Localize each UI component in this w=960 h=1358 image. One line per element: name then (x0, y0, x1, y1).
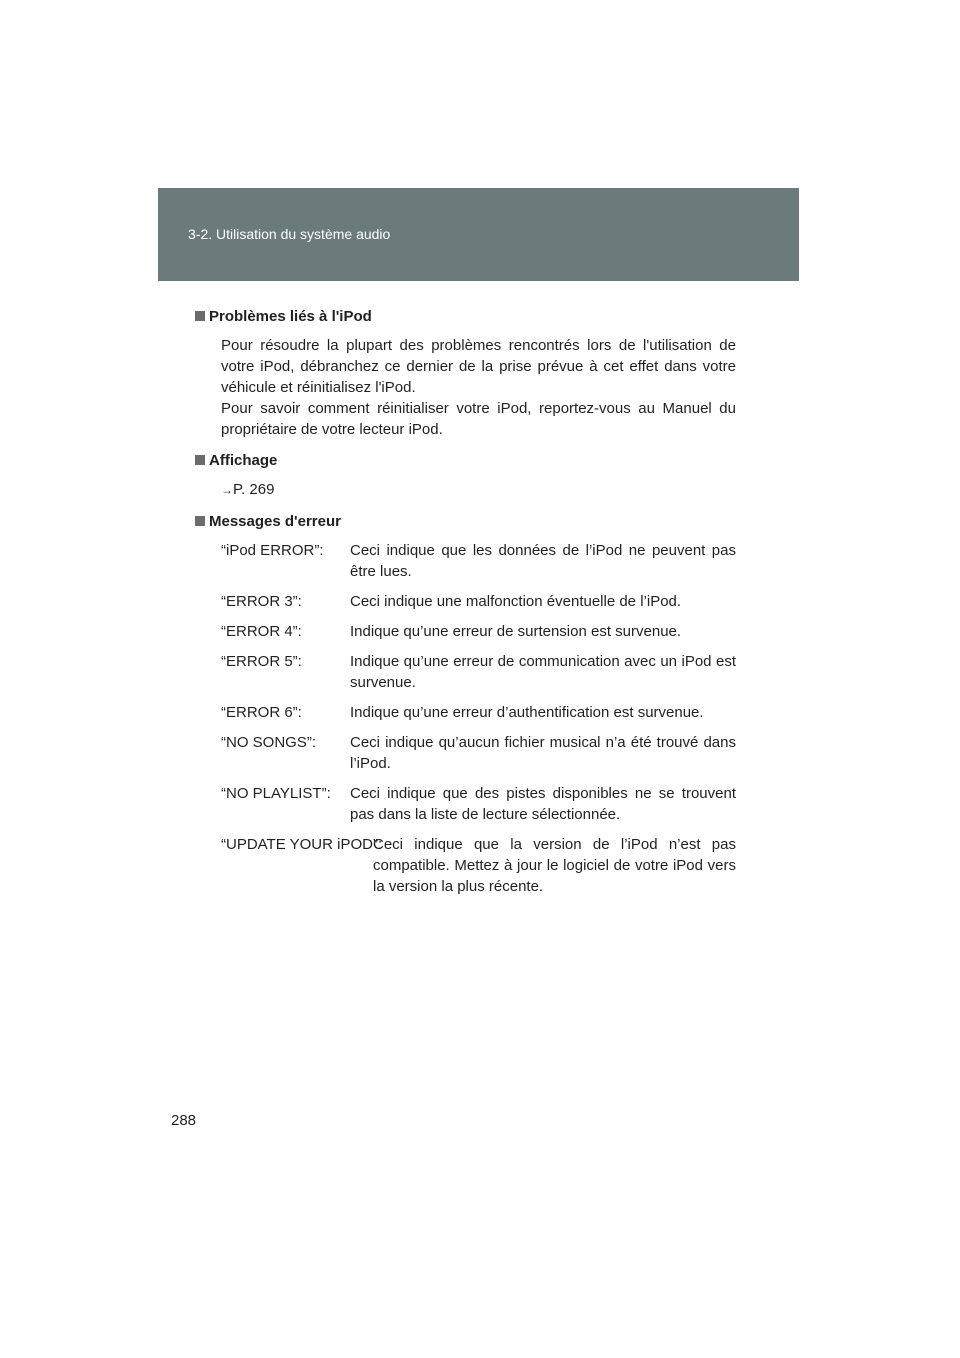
error-code: “NO SONGS”: (221, 734, 317, 751)
error-code: “NO PLAYLIST”: (221, 785, 331, 802)
error-message-row (221, 834, 736, 897)
error-message-row (221, 651, 736, 693)
section-display (209, 450, 736, 501)
section-heading (209, 306, 736, 327)
chapter-header-band (158, 188, 799, 281)
section-heading-text: Affichage (209, 452, 278, 469)
error-description: Ceci indique que des pistes disponibles ne se trouvent pas dans la liste de lecture sélectionnée. (350, 785, 736, 823)
arrow-right-icon: → (221, 483, 233, 497)
error-description: Ceci indique qu’aucun fichier musical n’a été trouvé dans l’iPod. (350, 734, 736, 772)
error-description: Ceci indique que les données de l’iPod ne peuvent pas être lues. (350, 542, 736, 580)
square-bullet-icon (195, 516, 205, 526)
square-bullet-icon (195, 455, 205, 465)
section-heading (209, 511, 736, 532)
error-code: “ERROR 6”: (221, 704, 302, 721)
error-description: Ceci indique une malfonction éventuelle de l’iPod. (350, 593, 682, 610)
error-description: Indique qu’une erreur de surtension est survenue. (350, 623, 682, 640)
section-body (209, 335, 736, 440)
error-code: “ERROR 4”: (221, 623, 302, 640)
error-message-row (221, 591, 736, 612)
page-content (209, 306, 736, 906)
error-message-row (221, 783, 736, 825)
error-message-row (221, 702, 736, 723)
page-reference-text: P. 269 (233, 481, 275, 498)
square-bullet-icon (195, 311, 205, 321)
section-heading-text: Problèmes liés à l'iPod (209, 308, 372, 325)
page-reference (209, 479, 736, 501)
section-heading-text: Messages d'erreur (209, 513, 341, 530)
paragraph: Pour savoir comment réinitialiser votre iPod, reportez-vous au Manuel du propriétaire de votre lecteur iPod. (221, 400, 736, 438)
section-heading (209, 450, 736, 471)
section-ipod-problems (209, 306, 736, 440)
error-code: “iPod ERROR”: (221, 542, 324, 559)
error-description: Indique qu’une erreur de communication avec un iPod est survenue. (350, 653, 736, 691)
error-message-row (221, 621, 736, 642)
page-number: 288 (171, 1112, 197, 1129)
error-description: Ceci indique que la version de l’iPod n’est pas compatible. Mettez à jour le logiciel de votre iPod vers la version la plus récente. (373, 836, 736, 895)
error-message-row (221, 732, 736, 774)
error-message-row (221, 540, 736, 582)
error-description: Indique qu’une erreur d’authentification est survenue. (350, 704, 704, 721)
paragraph: Pour résoudre la plupart des problèmes rencontrés lors de l'utilisation de votre iPod, débranchez ce dernier de la prise prévue à cet effet dans votre véhicule et réinitialisez l'iPod. (221, 337, 736, 396)
error-code: “UPDATE YOUR iPOD”: (221, 836, 383, 853)
chapter-section-title: 3-2. Utilisation du système audio (188, 226, 391, 242)
error-message-list (209, 540, 736, 897)
error-code: “ERROR 3”: (221, 593, 302, 610)
section-error-messages (209, 511, 736, 897)
error-code: “ERROR 5”: (221, 653, 302, 670)
